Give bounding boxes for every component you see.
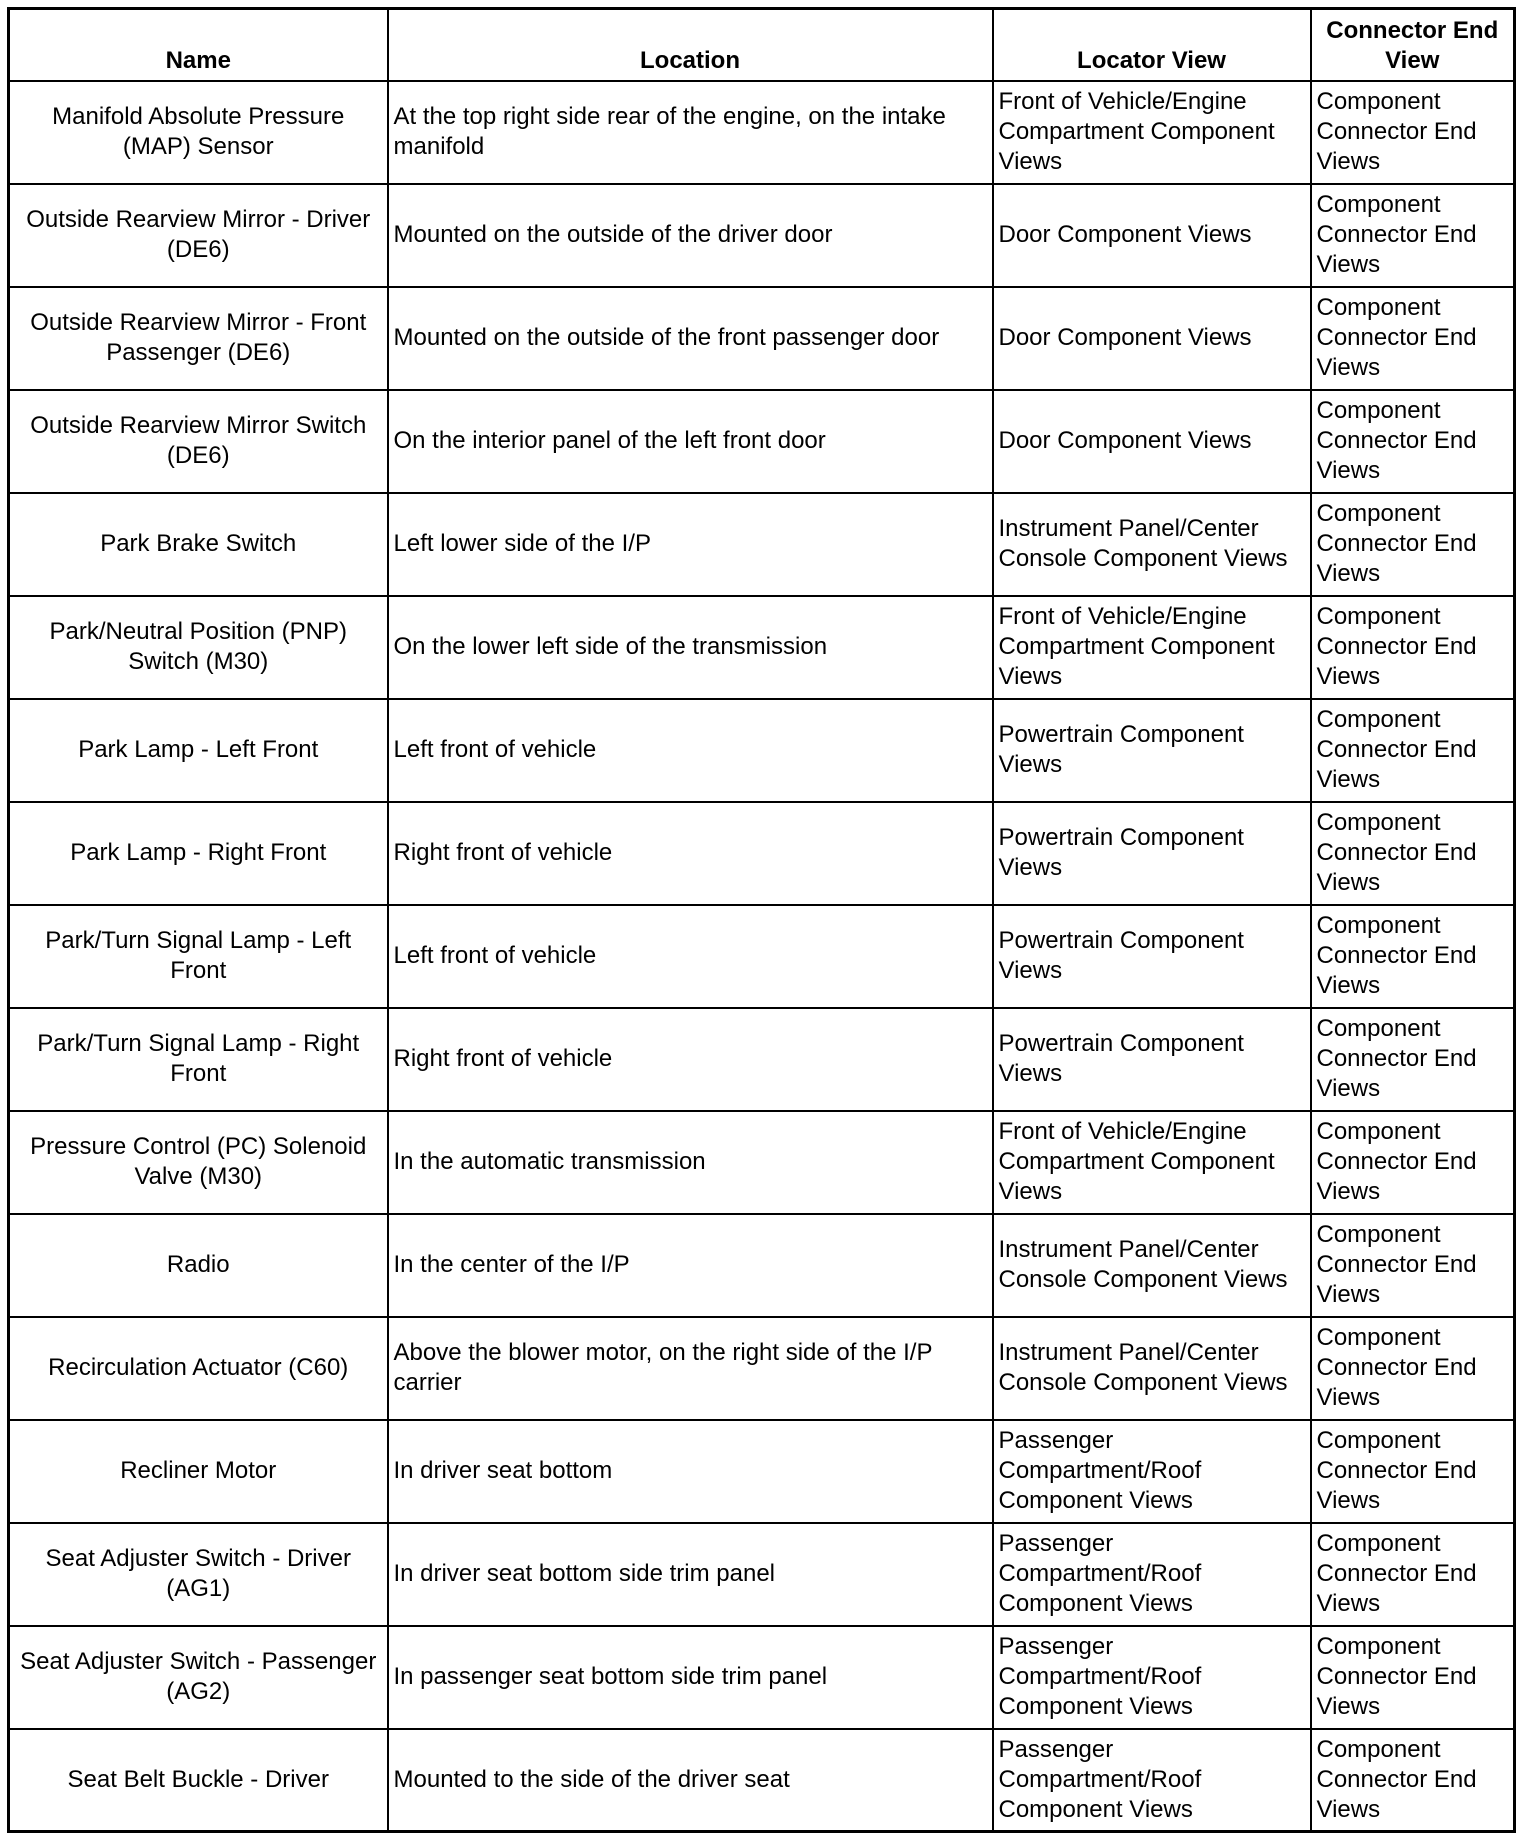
cell-connector-end-view: Component Connector End Views <box>1311 287 1515 390</box>
cell-connector-end-view: Component Connector End Views <box>1311 1008 1515 1111</box>
table-row <box>9 905 1515 1008</box>
table-row <box>9 802 1515 905</box>
cell-name: Outside Rearview Mirror Switch (DE6) <box>9 390 388 493</box>
cell-name: Park/Neutral Position (PNP) Switch (M30) <box>9 596 388 699</box>
cell-locator-view: Passenger Compartment/Roof Component Views <box>993 1523 1311 1626</box>
cell-location: Mounted on the outside of the driver door <box>388 184 993 287</box>
cell-location: Mounted to the side of the driver seat <box>388 1729 993 1832</box>
table-row <box>9 1214 1515 1317</box>
cell-name: Park Lamp - Right Front <box>9 802 388 905</box>
cell-locator-view: Front of Vehicle/Engine Compartment Component Views <box>993 81 1311 184</box>
cell-location: Mounted on the outside of the front passenger door <box>388 287 993 390</box>
cell-connector-end-view: Component Connector End Views <box>1311 1214 1515 1317</box>
cell-connector-end-view: Component Connector End Views <box>1311 1626 1515 1729</box>
header-locator-view: Locator View <box>993 9 1311 81</box>
cell-connector-end-view: Component Connector End Views <box>1311 802 1515 905</box>
table-row <box>9 287 1515 390</box>
cell-connector-end-view: Component Connector End Views <box>1311 390 1515 493</box>
cell-name: Seat Belt Buckle - Driver <box>9 1729 388 1832</box>
cell-locator-view: Passenger Compartment/Roof Component Views <box>993 1729 1311 1832</box>
cell-name: Manifold Absolute Pressure (MAP) Sensor <box>9 81 388 184</box>
cell-connector-end-view: Component Connector End Views <box>1311 184 1515 287</box>
cell-location: In the automatic transmission <box>388 1111 993 1214</box>
cell-name: Park Lamp - Left Front <box>9 699 388 802</box>
cell-locator-view: Door Component Views <box>993 184 1311 287</box>
table-row <box>9 1729 1515 1832</box>
header-name: Name <box>9 9 388 81</box>
cell-connector-end-view: Component Connector End Views <box>1311 596 1515 699</box>
table-row <box>9 1111 1515 1214</box>
table-row <box>9 596 1515 699</box>
cell-locator-view: Instrument Panel/Center Console Component Views <box>993 493 1311 596</box>
cell-connector-end-view: Component Connector End Views <box>1311 1317 1515 1420</box>
cell-location: In driver seat bottom side trim panel <box>388 1523 993 1626</box>
cell-name: Outside Rearview Mirror - Front Passenger (DE6) <box>9 287 388 390</box>
cell-name: Outside Rearview Mirror - Driver (DE6) <box>9 184 388 287</box>
header-connector-end-view: Connector End View <box>1311 9 1515 81</box>
cell-connector-end-view: Component Connector End Views <box>1311 1523 1515 1626</box>
cell-name: Park/Turn Signal Lamp - Left Front <box>9 905 388 1008</box>
cell-location: In the center of the I/P <box>388 1214 993 1317</box>
cell-location: Left front of vehicle <box>388 905 993 1008</box>
table-row <box>9 184 1515 287</box>
cell-location: In passenger seat bottom side trim panel <box>388 1626 993 1729</box>
cell-connector-end-view: Component Connector End Views <box>1311 1729 1515 1832</box>
cell-location: On the lower left side of the transmission <box>388 596 993 699</box>
cell-location: Right front of vehicle <box>388 1008 993 1111</box>
cell-location: Above the blower motor, on the right side of the I/P carrier <box>388 1317 993 1420</box>
cell-connector-end-view: Component Connector End Views <box>1311 1420 1515 1523</box>
cell-name: Park Brake Switch <box>9 493 388 596</box>
table-row <box>9 1626 1515 1729</box>
cell-connector-end-view: Component Connector End Views <box>1311 699 1515 802</box>
cell-locator-view: Passenger Compartment/Roof Component Views <box>993 1626 1311 1729</box>
cell-locator-view: Instrument Panel/Center Console Component Views <box>993 1214 1311 1317</box>
table-row <box>9 493 1515 596</box>
table-row <box>9 1420 1515 1523</box>
cell-location: On the interior panel of the left front door <box>388 390 993 493</box>
cell-location: In driver seat bottom <box>388 1420 993 1523</box>
cell-locator-view: Front of Vehicle/Engine Compartment Component Views <box>993 596 1311 699</box>
component-locator-table <box>7 7 1516 1833</box>
cell-locator-view: Powertrain Component Views <box>993 802 1311 905</box>
cell-name: Radio <box>9 1214 388 1317</box>
cell-location: At the top right side rear of the engine, on the intake manifold <box>388 81 993 184</box>
cell-location: Left lower side of the I/P <box>388 493 993 596</box>
cell-locator-view: Door Component Views <box>993 390 1311 493</box>
cell-locator-view: Front of Vehicle/Engine Compartment Component Views <box>993 1111 1311 1214</box>
cell-locator-view: Powertrain Component Views <box>993 1008 1311 1111</box>
cell-location: Right front of vehicle <box>388 802 993 905</box>
cell-connector-end-view: Component Connector End Views <box>1311 493 1515 596</box>
table-row <box>9 1008 1515 1111</box>
table-row <box>9 699 1515 802</box>
cell-connector-end-view: Component Connector End Views <box>1311 1111 1515 1214</box>
cell-connector-end-view: Component Connector End Views <box>1311 905 1515 1008</box>
cell-locator-view: Powertrain Component Views <box>993 905 1311 1008</box>
cell-locator-view: Powertrain Component Views <box>993 699 1311 802</box>
table-row <box>9 390 1515 493</box>
cell-locator-view: Passenger Compartment/Roof Component Views <box>993 1420 1311 1523</box>
table-row <box>9 1523 1515 1626</box>
header-location: Location <box>388 9 993 81</box>
cell-connector-end-view: Component Connector End Views <box>1311 81 1515 184</box>
cell-name: Recirculation Actuator (C60) <box>9 1317 388 1420</box>
table-header-row <box>9 9 1515 81</box>
table-row <box>9 1317 1515 1420</box>
table-row <box>9 81 1515 184</box>
cell-name: Seat Adjuster Switch - Driver (AG1) <box>9 1523 388 1626</box>
cell-name: Recliner Motor <box>9 1420 388 1523</box>
cell-locator-view: Door Component Views <box>993 287 1311 390</box>
cell-name: Park/Turn Signal Lamp - Right Front <box>9 1008 388 1111</box>
cell-locator-view: Instrument Panel/Center Console Component Views <box>993 1317 1311 1420</box>
cell-name: Pressure Control (PC) Solenoid Valve (M30) <box>9 1111 388 1214</box>
cell-location: Left front of vehicle <box>388 699 993 802</box>
cell-name: Seat Adjuster Switch - Passenger (AG2) <box>9 1626 388 1729</box>
